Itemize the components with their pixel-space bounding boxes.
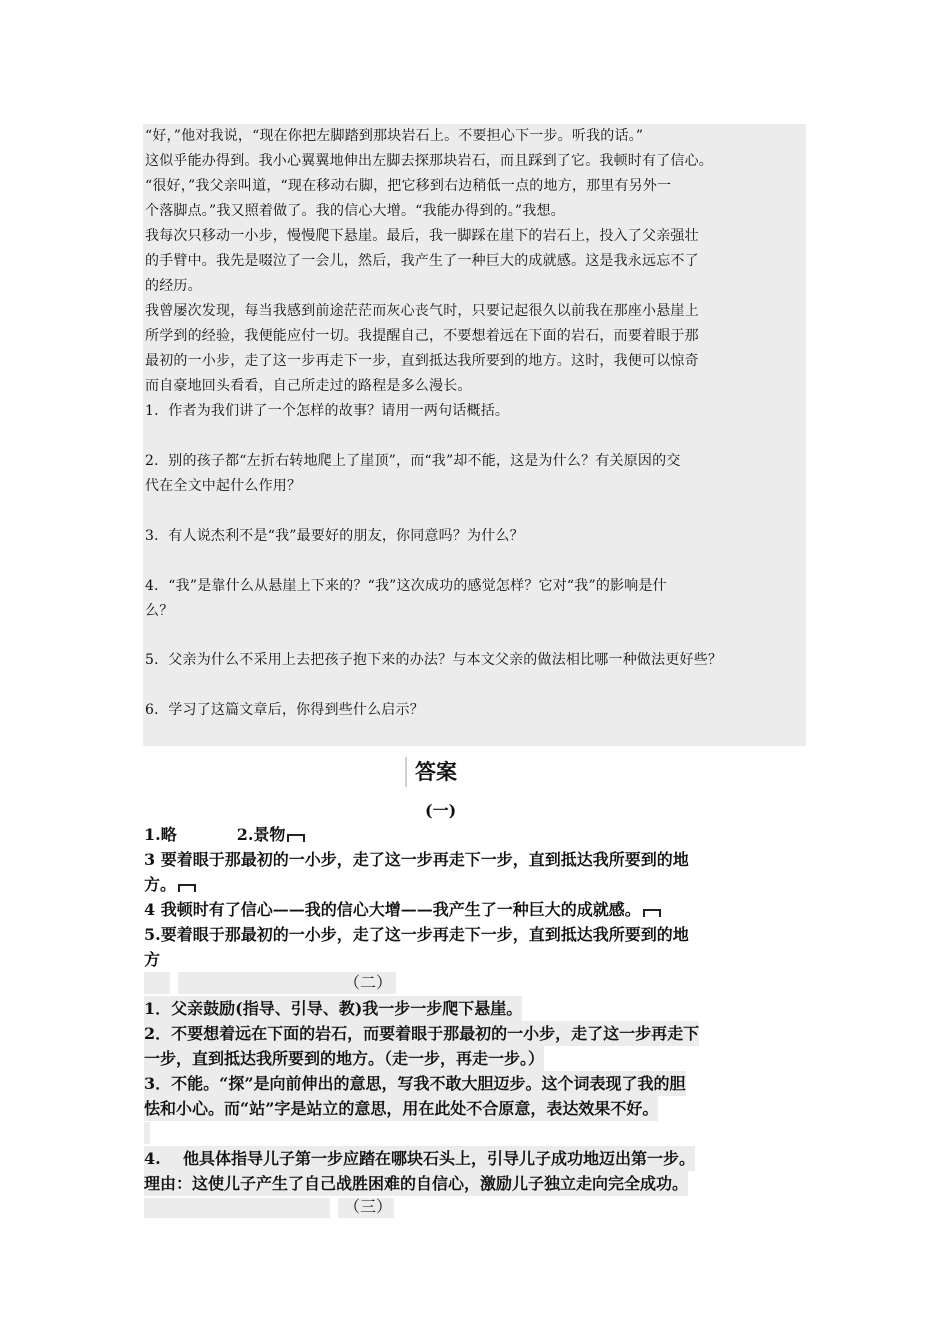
answer-2-4: 4. 他具体指导儿子第一步应踏在哪块石头上，引导儿子成功地迈出第一步。 [144, 1146, 695, 1171]
answer-1-4-row [144, 897, 661, 922]
question-5: 5．父亲为什么不采用上去把孩子抱下来的办法？与本文父亲的做法相比哪一种做法更好些？ [145, 652, 723, 668]
answer-2-2: 2．不要想着远在下面的岩石，而要着眼于那最初的一小步，走了这一步再走下 [144, 1021, 699, 1046]
question-1: 1．作者为我们讲了一个怎样的故事？请用一两句话概括。 [145, 403, 510, 419]
answer-2-4-cont: 理由：这使儿子产生了自己战胜困难的自信心，激励儿子独立走向完全成功。 [144, 1171, 688, 1196]
passage-line: 的手臂中。我先是啜泣了一会儿，然后，我产生了一种巨大的成就感。这是我永远忘不了 [145, 253, 699, 269]
answer-1-3-row [144, 872, 196, 897]
question-3: 3．有人说杰利不是“我”最要好的朋友，你同意吗？为什么？ [145, 528, 524, 544]
question-6: 6．学习了这篇文章后，你得到些什么启示？ [145, 702, 424, 718]
answer-2-1: 1．父亲鼓励(指导、引导、教)我一步一步爬下悬崖。 [144, 996, 522, 1021]
question-2-cont: 代在全文中起什么作用？ [145, 478, 302, 494]
passage-line: “好，”他对我说，“现在你把左脚踏到那块岩石上。不要担心下一步。听我的话。” [145, 128, 644, 144]
answer-1-3: 3 要着眼于那最初的一小步，走了这一步再走下一步，直到抵达我所要到的地 [144, 850, 689, 869]
answer-1-1-row [144, 822, 305, 847]
answer-1-4: 4 我顿时有了信心——我的信心大增——我产生了一种巨大的成就感。 [144, 900, 641, 919]
section-2-label: （二） [344, 973, 393, 992]
question-2: 2．别的孩子都“左折右转地爬上了崖顶”，而“我”却不能，这是为什么？有关原因的交 [145, 453, 681, 469]
answer-1-1: 1.略 [144, 825, 177, 844]
answer-1-3-cont: 方。 [144, 875, 177, 894]
passage-line: 的经历。 [145, 278, 202, 294]
passage-line: 最初的一小步，走了这一步再走下一步，直到抵达我所要到的地方。这时，我便可以惊奇 [145, 353, 699, 369]
shade-block [144, 1122, 150, 1144]
question-4-cont: 么？ [145, 603, 174, 619]
answer-1-2: 2.景物 [236, 825, 286, 844]
passage-line: 所学到的经验，我便能应付一切。我提醒自己，不要想着远在下面的岩石，而要着眼于那 [145, 328, 699, 344]
passage-line: 而自豪地回头看看，自己所走过的路程是多么漫长。 [145, 378, 472, 394]
passage-line: 个落脚点。”我又照着做了。我的信心大增。“我能办得到的。”我想。 [145, 203, 565, 219]
edit-mark-icon [287, 834, 305, 842]
passage-line: 我每次只移动一小步，慢慢爬下悬崖。最后，我一脚踩在崖下的岩石上，投入了父亲强壮 [145, 228, 699, 244]
passage-line: 我曾屡次发现，每当我感到前途茫茫而灰心丧气时，只要记起很久以前我在那座小悬崖上 [145, 303, 699, 319]
question-4: 4．“我”是靠什么从悬崖上下来的？“我”这次成功的感觉怎样？它对“我”的影响是什 [145, 578, 667, 594]
answer-2-3: 3．不能。“探”是向前伸出的意思，写我不敢大胆迈步。这个词表现了我的胆 [144, 1071, 686, 1096]
passage-block [143, 124, 806, 746]
shade-block [144, 1198, 330, 1218]
section-1-label: (一) [425, 801, 457, 820]
passage-line: 这似乎能办得到。我小心翼翼地伸出左脚去探那块岩石，而且踩到了它。我顿时有了信心。 [145, 153, 713, 169]
edit-mark-icon [643, 909, 661, 917]
section-3-label: （三） [344, 1197, 393, 1216]
answer-1-5-cont: 方 [144, 950, 161, 969]
answer-2-2-cont: 一步，直到抵达我所要到的地方。（走一步，再走一步。） [144, 1046, 544, 1071]
answer-1-5: 5.要着眼于那最初的一小步，走了这一步再走下一步，直到抵达我所要到的地 [144, 925, 689, 944]
answers-title: 答案 [405, 757, 457, 787]
passage-line: “很好，”我父亲叫道，“现在移动右脚，把它移到右边稍低一点的地方，那里有另外一 [145, 178, 672, 194]
edit-mark-icon [178, 884, 196, 892]
answer-2-3-cont: 怯和小心。而“站”字是站立的意思，用在此处不合原意，表达效果不好。 [144, 1096, 658, 1121]
shade-block [144, 972, 170, 994]
